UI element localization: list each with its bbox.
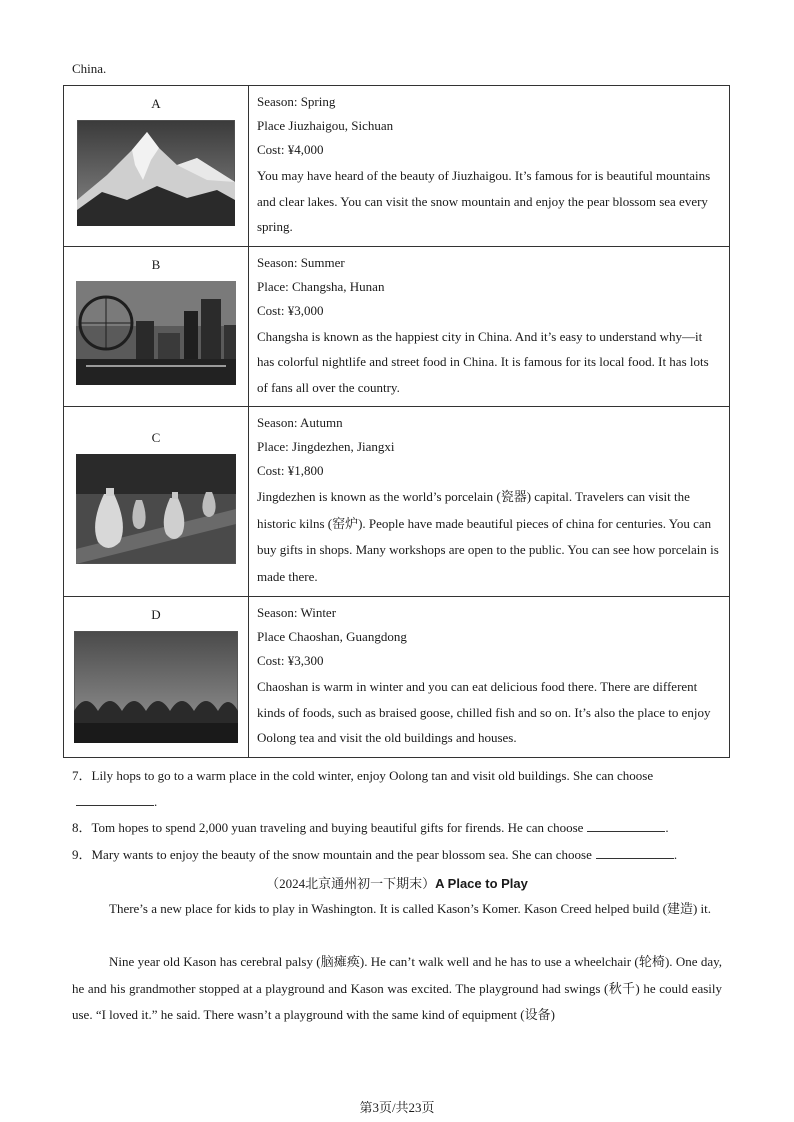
passage-paragraph-1: There’s a new place for kids to play in Washington. It is called Kason’s Komer. Kason Creed helped build (建造) it. <box>109 901 711 916</box>
option-letter: D <box>151 607 161 622</box>
option-letter: A <box>151 96 161 111</box>
option-place: Place Jiuzhaigou, Sichuan <box>257 118 394 133</box>
question-9-text: 9．Mary wants to enjoy the beauty of the snow mountain and the pear blossom sea. She can choose <box>72 847 592 862</box>
chaoshan-rooftops-photo <box>74 631 238 743</box>
answer-blank[interactable] <box>76 793 154 806</box>
option-text-cell <box>249 597 730 758</box>
option-cost: Cost: ¥1,800 <box>257 463 324 478</box>
option-place: Place Chaoshan, Guangdong <box>257 629 407 644</box>
option-letter: C <box>151 430 161 445</box>
question-8-text: 8．Tom hopes to spend 2,000 yuan traveling and buying beautiful gifts for firends. He can choose <box>72 820 584 835</box>
top-text: China. <box>72 61 107 76</box>
option-row-c <box>64 407 730 597</box>
question-9: 9．Mary wants to enjoy the beauty of the snow mountain and the pear blossom sea. She can choose . <box>72 847 678 862</box>
option-row-b <box>64 246 730 407</box>
option-letter: B <box>151 256 161 272</box>
option-place: Place: Changsha, Hunan <box>257 278 385 294</box>
page-number: 第3页/共23页 <box>359 1100 435 1115</box>
option-text-cell <box>249 407 730 597</box>
option-season: Season: Spring <box>257 94 336 109</box>
question-7-text: 7．Lily hops to go to a warm place in the cold winter, enjoy Oolong tan and visit old buildings. She can choose <box>72 768 654 783</box>
section-heading: A Place to Play <box>435 876 528 891</box>
option-cost: Cost: ¥4,000 <box>257 142 324 157</box>
passage-paragraph-2: Nine year old Kason has cerebral palsy (脑瘫痪). He can’t walk well and he has to use a wheelchair (轮椅). One day, he and his grandmother stopped at a playground and Kason was excited. The playground had swings (秋千) he could easily use. “I loved it.” he said. There wasn’t a playground with the same kind of equipment (设备) <box>72 954 722 1022</box>
section-source: （2024北京通州初一下期末） <box>266 876 436 891</box>
option-image-cell <box>64 86 249 247</box>
porcelain-vases-photo <box>76 454 236 564</box>
city-night-photo <box>76 281 236 385</box>
answer-blank[interactable] <box>587 819 665 832</box>
option-season: Season: Summer <box>257 254 345 270</box>
option-image-cell <box>64 407 249 597</box>
option-image-cell <box>64 246 249 407</box>
option-row-d <box>64 597 730 758</box>
option-image-cell <box>64 597 249 758</box>
snow-mountain-photo <box>77 120 235 226</box>
option-text-cell <box>249 246 730 407</box>
option-description: Jingdezhen is known as the world’s porcelain (瓷器) capital. Travelers can visit the historic kilns (窑炉). People have made beautiful pieces of china for centuries. You can buy gifts in shops. Many workshops are open to the public. You can see how porcelain is made there. <box>257 489 719 584</box>
question-8: 8．Tom hopes to spend 2,000 yuan traveling and buying beautiful gifts for firends. He can choose . <box>72 820 669 835</box>
option-description: You may have heard of the beauty of Jiuzhaigou. It’s famous for is beautiful mountains and clear lakes. You can visit the snow mountain and enjoy the pear blossom sea every spring. <box>257 168 711 234</box>
option-cost: Cost: ¥3,300 <box>257 653 324 668</box>
option-description: Chaoshan is warm in winter and you can eat delicious food there. There are different kinds of foods, such as braised goose, chilled fish and so on. It’s also the place to enjoy Oolong tea and visit the old buildings and houses. <box>257 679 711 745</box>
option-season: Season: Winter <box>257 605 337 620</box>
question-7: 7．Lily hops to go to a warm place in the cold winter, enjoy Oolong tan and visit old buildings. She can choose. <box>72 768 654 809</box>
option-text-cell <box>249 86 730 247</box>
answer-blank[interactable] <box>596 846 674 859</box>
option-cost: Cost: ¥3,000 <box>257 302 324 318</box>
option-place: Place: Jingdezhen, Jiangxi <box>257 439 395 454</box>
option-description: Changsha is known as the happiest city in China. And it’s easy to understand why—it has colorful nightlife and street food in China. It is famous for its local food. It has lots of fans all over the country. <box>257 328 709 395</box>
option-season: Season: Autumn <box>257 415 343 430</box>
option-row-a <box>64 86 730 247</box>
section-title <box>0 873 794 892</box>
options-table <box>63 85 730 758</box>
